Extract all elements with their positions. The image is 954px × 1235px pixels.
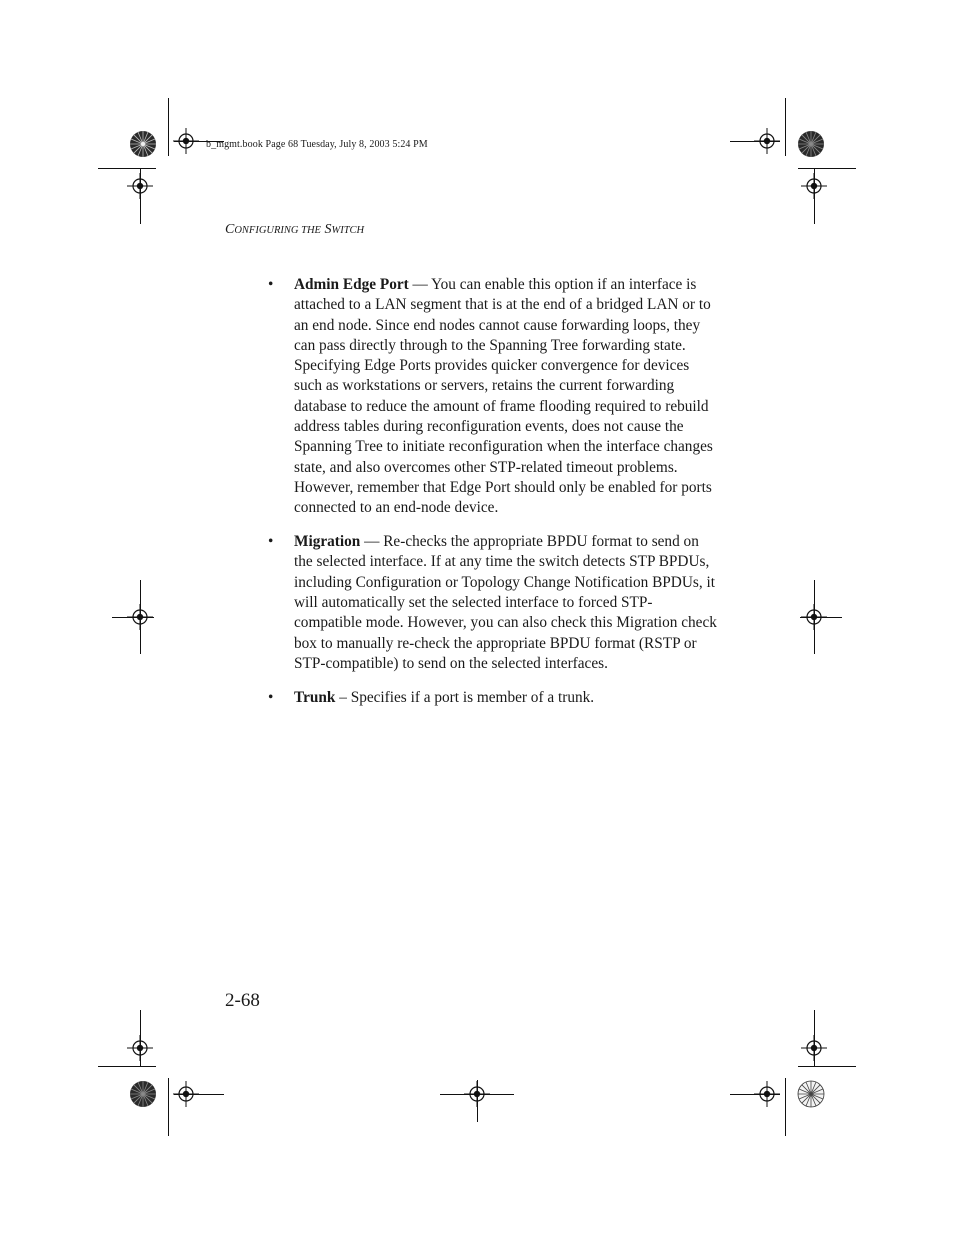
bullet-term: Trunk bbox=[294, 688, 336, 706]
starburst-rosette-icon bbox=[129, 1080, 157, 1108]
crop-line bbox=[798, 1066, 856, 1067]
crosshair-target-icon bbox=[127, 173, 153, 199]
body-content bbox=[268, 275, 718, 721]
crop-line bbox=[168, 98, 169, 156]
crop-line bbox=[168, 1078, 169, 1136]
crosshair-target-icon bbox=[801, 173, 827, 199]
page-number: 2-68 bbox=[225, 990, 260, 1011]
bullet-symbol: • bbox=[268, 688, 274, 706]
crop-line bbox=[477, 1080, 478, 1122]
crosshair-target-icon bbox=[801, 1035, 827, 1061]
crop-line bbox=[785, 98, 786, 156]
crop-line bbox=[174, 1094, 224, 1095]
bullet-item-migration bbox=[268, 532, 718, 674]
bullet-item-admin-edge-port bbox=[268, 275, 718, 519]
bullet-item-trunk bbox=[268, 688, 718, 708]
crop-line bbox=[798, 168, 856, 169]
crop-line bbox=[800, 617, 842, 618]
starburst-rosette-icon bbox=[797, 1080, 825, 1108]
bullet-term: Migration bbox=[294, 533, 361, 551]
bullet-description: — Re-checks the appropriate BPDU format to send on the selected interface. If at any time the switch detects STP BPDUs, including Configuration or Topology Change Notification BPDUs, it will automatically set the selected interface to forced STP-compatible mode. However, you can also check this Migration check box to manually re-check the appropriate BPDU format (RSTP or STP-compatible) to send on the selected interfaces. bbox=[294, 533, 717, 672]
bullet-symbol: • bbox=[268, 276, 274, 293]
bullet-term: Admin Edge Port bbox=[294, 276, 409, 293]
crop-line bbox=[98, 168, 156, 169]
running-head-initial: C bbox=[225, 222, 235, 237]
bullet-symbol: • bbox=[268, 533, 274, 551]
crop-line bbox=[112, 617, 154, 618]
print-info-slug: b_mgmt.book Page 68 Tuesday, July 8, 2003 5:24 PM bbox=[206, 139, 428, 150]
running-head bbox=[225, 222, 364, 238]
starburst-rosette-icon bbox=[129, 130, 157, 158]
bullet-description: — You can enable this option if an interface is attached to a LAN segment that is at the end of a bridged LAN or to an end node. Since end nodes cannot cause forwarding loops, they can pass directly through to the Spanning Tree forwarding state. Specifying Edge Ports provides quicker convergence for devices such as workstations or servers, retains the current forwarding database to reduce the amount of frame flooding required to rebuild address tables during reconfiguration events, does not cause the Spanning Tree to initiate reconfiguration when the interface changes state, and also overcomes other STP-related timeout problems. However, remember that Edge Port should only be enabled for ports connected to an end-node device. bbox=[294, 276, 713, 517]
running-head-smallcaps: ONFIGURING THE bbox=[234, 225, 321, 236]
crop-line bbox=[730, 141, 780, 142]
crop-line bbox=[730, 1094, 780, 1095]
running-head-smallcaps: WITCH bbox=[331, 225, 365, 236]
starburst-rosette-icon bbox=[797, 130, 825, 158]
running-head-initial: S bbox=[324, 222, 332, 237]
crop-line bbox=[785, 1078, 786, 1136]
crop-line bbox=[98, 1066, 156, 1067]
crosshair-target-icon bbox=[127, 1035, 153, 1061]
bullet-description: – Specifies if a port is member of a trunk. bbox=[335, 688, 595, 706]
